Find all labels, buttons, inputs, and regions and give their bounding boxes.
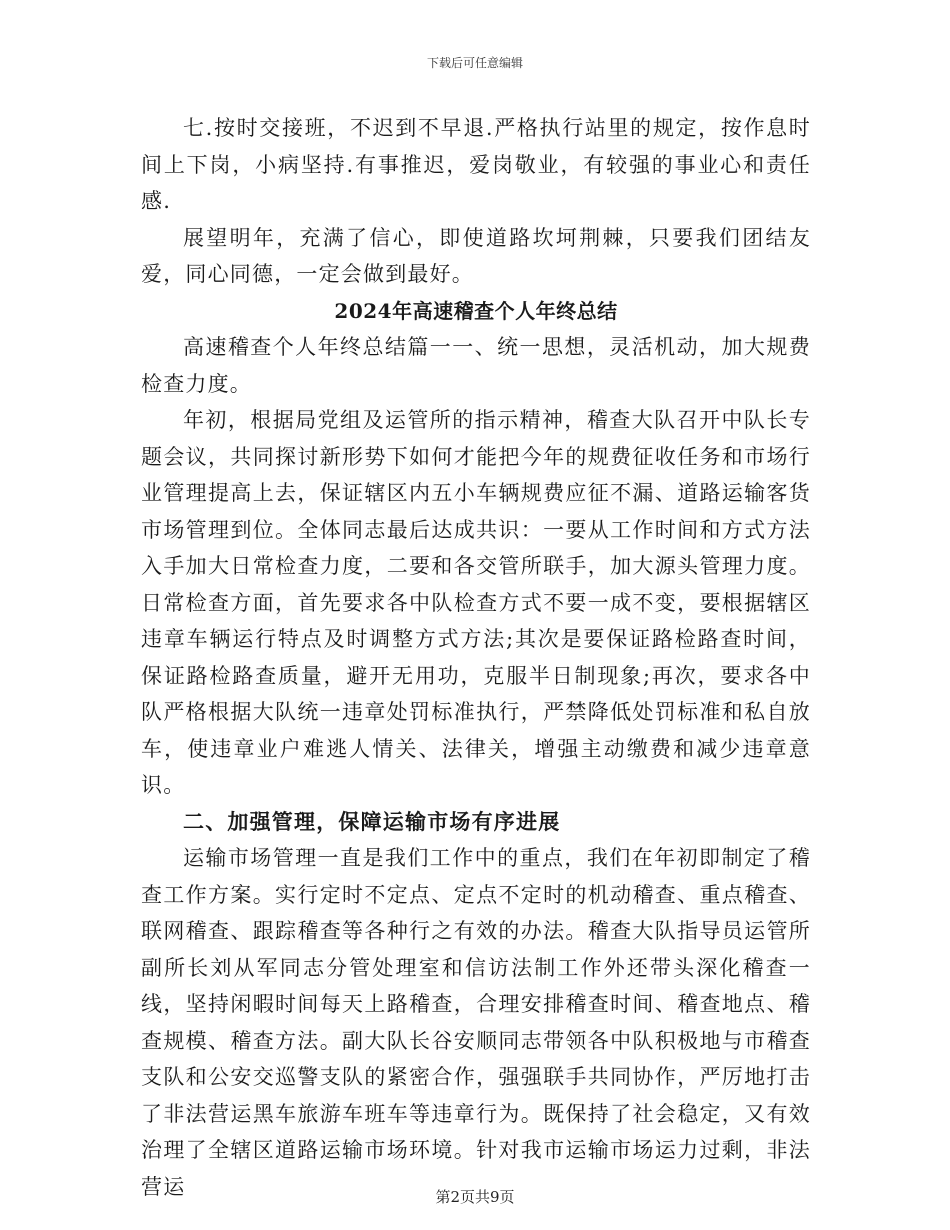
paragraph-inspection-work: 年初，根据局党组及运管所的指示精神，稽查大队召开中队长专题会议，共同探讨新形势下如何才能把今年的规费征收任务和市场行业管理提高上去，保证辖区内五小车辆规费应征不漏、道路运输客货市场管理到位。全体同志最后达成共识：一要从工作时间和方式方法入手加大日常检查力度，二要和各交管所联手，加大源头管理力度。日常检查方面，首先要求各中队检查方式不要一成不变，要根据辖区违章车辆运行特点及时调整方式方法;其次是要保证路检路查时间，保证路检路查质量，避开无用功，克服半日制现象;再次，要求各中队严格根据大队统一违章处罚标准执行，严禁降低处罚标准和私自放车，使违章业户难逃人情关、法律关，增强主动缴费和减少违章意识。: [141, 408, 811, 797]
document-body: [141, 110, 811, 1205]
paragraph-shift-rules: 七.按时交接班，不迟到不早退.严格执行站里的规定，按作息时间上下岗，小病坚持.有事推迟，爱岗敬业，有较强的事业心和责任感.: [141, 116, 811, 213]
paragraph-outlook: 展望明年，充满了信心，即使道路坎坷荆棘，只要我们团结友爱，同心同德，一定会做到最好。: [141, 225, 811, 286]
page-header-note: 下载后可任意编辑: [426, 56, 523, 70]
paragraph-section-one: 高速稽查个人年终总结篇一一、统一思想，灵活机动，加大规费检查力度。: [141, 335, 811, 396]
section-heading-two: 二、加强管理，保障运输市场有序进展: [183, 808, 561, 834]
paragraph-market-management: 运输市场管理一直是我们工作中的重点，我们在年初即制定了稽查工作方案。实行定时不定点、定点不定时的机动稽查、重点稽查、联网稽查、跟踪稽查等各种行之有效的办法。稽查大队指导员运管所副所长刘从军同志分管处理室和信访法制工作外还带头深化稽查一线，坚持闲暇时间每天上路稽查，合理安排稽查时间、稽查地点、稽查规模、稽查方法。副大队长谷安顺同志带领各中队积极地与市稽查支队和公安交巡警支队的紧密合作，强强联手共同协作，严厉地打击了非法营运黑车旅游车班车等违章行为。既保持了社会稳定，又有效治理了全辖区道路运输市场环境。针对我市运输市场运力过剩，非法营运: [141, 846, 811, 1199]
page-number: 第2页共9页: [435, 1188, 515, 1206]
document-title: 2024年高速稽查个人年终总结: [334, 298, 618, 323]
